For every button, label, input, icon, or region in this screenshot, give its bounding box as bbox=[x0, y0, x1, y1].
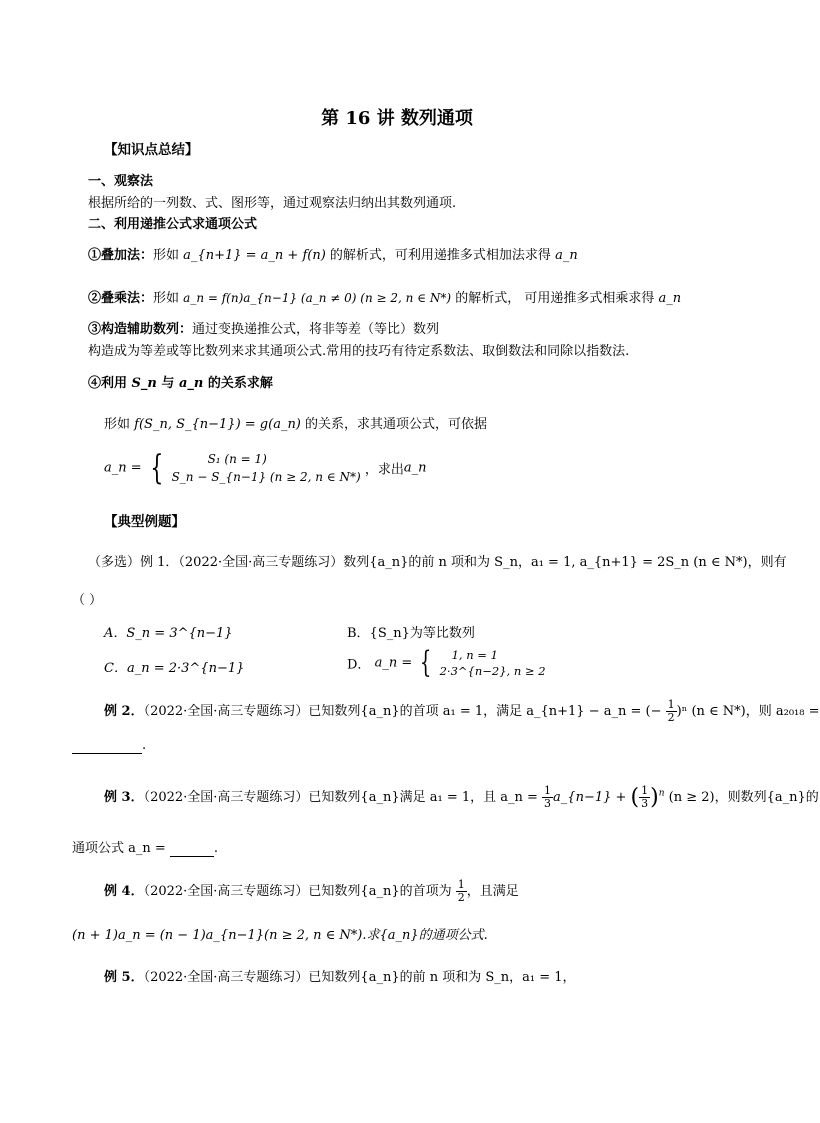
example3-label: 例 3． bbox=[104, 790, 144, 805]
case-1: S₁ (n = 1) bbox=[207, 452, 267, 466]
example2-text: （2022·全国·高三专题练习）已知数列{a_n}的首项 a₁ = 1，满足 a_{n+1} − a_n = (− bbox=[143, 704, 662, 719]
right-paren: ) bbox=[650, 785, 659, 810]
cases-formula bbox=[104, 450, 427, 486]
page-title: 第 16 讲 数列通项 bbox=[321, 108, 473, 129]
method2-pre: 形如 bbox=[153, 291, 180, 306]
option-d-case2: 2·3^{n−2}, n ≥ 2 bbox=[439, 664, 546, 678]
example2-line1 bbox=[104, 699, 820, 724]
summary-heading: 【知识点总结】 bbox=[104, 142, 199, 158]
example4-line1 bbox=[104, 879, 519, 904]
option-d-cases bbox=[440, 647, 546, 679]
cases-lhs: a_n = bbox=[104, 460, 142, 476]
example3-line2 bbox=[72, 837, 218, 857]
example5-label: 例 5． bbox=[104, 970, 144, 985]
method4-tail: 的关系求解 bbox=[207, 376, 273, 391]
method2-formula: a_n = f(n)a_{n−1} (a_n ≠ 0) (n ≥ 2, n ∈ N*) bbox=[183, 291, 452, 305]
example2-fraction bbox=[666, 699, 677, 724]
method2-label: ②叠乘法： bbox=[88, 291, 154, 306]
example3-text2: a_{n−1} + bbox=[553, 790, 627, 805]
example4-label: 例 4． bbox=[104, 884, 144, 899]
fraction-den: 3 bbox=[544, 797, 552, 810]
example1-option-d bbox=[347, 646, 546, 680]
example1-option-b: B．{S_n}为等比数列 bbox=[347, 626, 475, 641]
example1-option-a: A．S_n = 3^{n−1} bbox=[104, 626, 233, 641]
case-2: S_n − S_{n−1} (n ≥ 2, n ∈ N*) bbox=[171, 470, 361, 484]
example4-fraction bbox=[456, 879, 467, 904]
method2-line bbox=[88, 287, 681, 306]
example1-line2: （ ） bbox=[72, 593, 103, 608]
example2-end: . bbox=[142, 738, 147, 753]
example5-line1 bbox=[104, 966, 576, 985]
example5-text: （2022·全国·高三专题练习）已知数列{a_n}的前 n 项和为 S_n，a₁ = 1， bbox=[143, 970, 576, 985]
method4-line bbox=[88, 372, 273, 391]
example1-option-c: C．a_n = 2·3^{n−1} bbox=[104, 661, 245, 676]
example3-text: （2022·全国·高三专题练习）已知数列{a_n}满足 a₁ = 1，且 a_n = bbox=[143, 790, 538, 805]
method4-text bbox=[104, 413, 487, 432]
examples-heading: 【典型例题】 bbox=[104, 514, 185, 530]
example3-line1 bbox=[104, 785, 819, 810]
option-d-brace: { bbox=[420, 645, 432, 680]
method1-pre: 形如 bbox=[153, 248, 180, 263]
method1-result: a_n bbox=[555, 248, 578, 263]
fraction-num: 1 bbox=[641, 784, 649, 797]
method1-post: 的解析式，可利用递推多式相加法求得 bbox=[329, 248, 551, 263]
method2-result: a_n bbox=[658, 291, 682, 306]
option-d-label: D． bbox=[347, 657, 371, 673]
section1-heading: 一、观察法 bbox=[88, 174, 154, 189]
cases-result: a_n bbox=[403, 460, 427, 476]
method3-text: 通过变换递推公式，将非等差（等比）数列 bbox=[192, 322, 440, 337]
example2-text2: )ⁿ (n ∈ N*)，则 a₂₀₁₈ = bbox=[676, 704, 820, 719]
method4-formula: f(S_n, S_{n−1}) = g(a_n) bbox=[134, 417, 301, 432]
method3-line bbox=[88, 318, 439, 337]
exponent-n: n bbox=[658, 788, 665, 799]
example4-line2: (n + 1)a_n = (n − 1)a_{n−1}(n ≥ 2, n ∈ N*).求{a_n}的通项公式. bbox=[72, 928, 488, 943]
fraction-den: 2 bbox=[667, 711, 675, 724]
section2-heading: 二、利用递推公式求通项公式 bbox=[88, 217, 258, 232]
example2-line2 bbox=[72, 738, 146, 754]
example1-line1: （多选）例 1．（2022·全国·高三专题练习）数列{a_n}的前 n 项和为 S_n，a₁ = 1, a_{n+1} = 2S_n (n ∈ N*)，则有 bbox=[88, 555, 787, 570]
answer-blank[interactable] bbox=[72, 738, 142, 754]
cases-post: ，求出 bbox=[364, 462, 404, 478]
fraction-den: 3 bbox=[641, 797, 649, 810]
left-paren: ( bbox=[630, 785, 640, 810]
fraction-num: 1 bbox=[667, 698, 675, 711]
method3-text2: 构造成为等差或等比数列来求其通项公式.常用的技巧有待定系数法、取倒数法和同除以指数法. bbox=[88, 344, 630, 359]
method4-text-post: 的关系，求其通项公式，可依据 bbox=[305, 417, 488, 432]
example2-label: 例 2． bbox=[104, 704, 144, 719]
cases-brace: { bbox=[150, 448, 164, 488]
option-d-case1: 1, n = 1 bbox=[451, 648, 498, 662]
example3-line2-text: 通项公式 a_n = bbox=[72, 841, 166, 856]
method2-post: 的解析式， 可用递推多式相乘求得 bbox=[455, 291, 655, 306]
example3-fraction2 bbox=[639, 785, 650, 810]
example3-fraction bbox=[542, 785, 553, 810]
method4-a: a_n bbox=[178, 376, 204, 391]
method1-formula: a_{n+1} = a_n + f(n) bbox=[183, 248, 326, 263]
example3-end: . bbox=[213, 841, 219, 856]
method1-label: ①叠加法： bbox=[88, 248, 154, 263]
option-d-lhs: a_n = bbox=[374, 655, 413, 671]
method4-text-pre: 形如 bbox=[104, 417, 131, 432]
fraction-num: 1 bbox=[544, 784, 552, 797]
method1-line bbox=[88, 244, 578, 263]
example3-text3: (n ≥ 2)，则数列{a_n}的 bbox=[668, 790, 819, 805]
method4-s: S_n bbox=[131, 376, 157, 391]
method3-label: ③构造辅助数列： bbox=[88, 322, 193, 337]
example4-text: （2022·全国·高三专题练习）已知数列{a_n}的首项为 bbox=[143, 884, 452, 899]
fraction-num: 1 bbox=[457, 878, 465, 891]
cases-body bbox=[172, 450, 361, 486]
method4-mid: 与 bbox=[161, 376, 175, 391]
section1-text: 根据所给的一列数、式、图形等，通过观察法归纳出其数列通项. bbox=[88, 196, 457, 211]
answer-blank[interactable] bbox=[170, 841, 214, 857]
method4-label: ④利用 bbox=[88, 376, 128, 391]
fraction-den: 2 bbox=[457, 891, 465, 904]
example4-text2: ，且满足 bbox=[466, 884, 519, 899]
